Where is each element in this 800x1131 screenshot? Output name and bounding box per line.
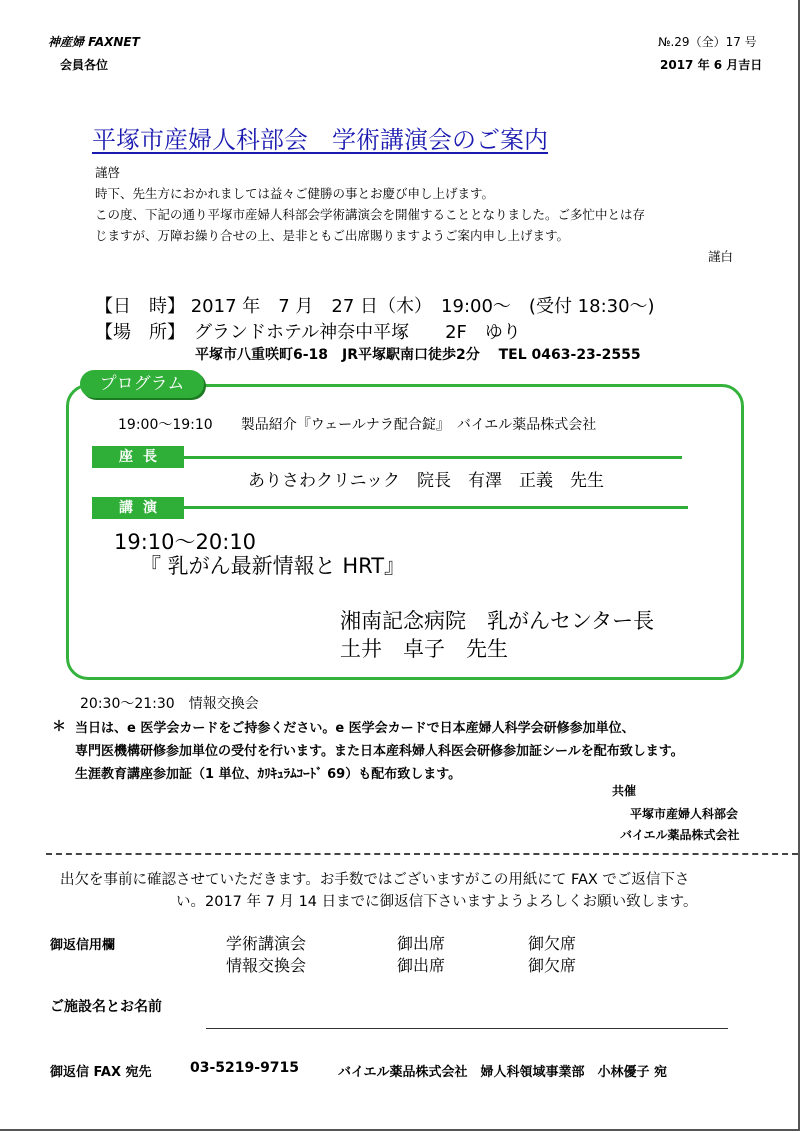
- note-line-1: 当日は、e 医学会カードをご持参ください。e 医学会カードで日本産婦人科学会研修参加単位、: [75, 721, 635, 736]
- sponsor-org-2: バイエル薬品株式会社: [620, 828, 740, 842]
- reply-row2-absent[interactable]: 御欠席: [528, 956, 577, 975]
- note-mark: ＊: [52, 719, 66, 735]
- speaker-name: 土井 卓子 先生: [340, 637, 508, 661]
- dashed-separator: [46, 853, 798, 855]
- chair-rule: [184, 456, 682, 459]
- reply-row2-event: 情報交換会: [226, 956, 307, 975]
- chair-label: 座長: [92, 446, 184, 468]
- reply-row1-attend[interactable]: 御出席: [397, 934, 446, 953]
- product-intro: 19:00～19:10 製品紹介『ウェールナラ配合錠』 バイエル薬品株式会社: [118, 417, 597, 433]
- note-line-2: 専門医機構研修参加単位の受付を行います。また日本産科婦人科医会研修参加証シールを配布致します。: [75, 744, 684, 759]
- header-faxnet: 神産婦 FAXNET: [48, 35, 140, 49]
- reply-request-1: 出欠を事前に確認させていただきます。お手数ではございますがこの用紙にて FAX でご返信下さ: [60, 872, 690, 888]
- header-issue-number: №.29（全）17 号: [658, 35, 757, 49]
- reply-row1-absent[interactable]: 御欠席: [528, 934, 577, 953]
- facility-name-label: ご施設名とお名前: [50, 999, 162, 1015]
- letter-line-1: 時下、先生方におかれましては益々ご健勝の事とお慶び申し上げます。: [95, 186, 495, 201]
- facility-name-field[interactable]: [206, 1028, 728, 1029]
- letter-line-2: この度、下記の通り平塚市産婦人科部会学術講演会を開催することとなりました。ご多忙中とは存: [95, 207, 646, 222]
- fax-label: 御返信 FAX 宛先: [50, 1065, 152, 1080]
- program-tab: プログラム: [80, 370, 204, 398]
- chair-text: ありさわクリニック 院長 有澤 正義 先生: [248, 471, 604, 491]
- fax-recipient: バイエル薬品株式会社 婦人科領域事業部 小林優子 宛: [338, 1065, 668, 1080]
- header-date: 2017 年 6 月吉日: [660, 58, 763, 72]
- header-recipients: 会員各位: [60, 58, 109, 72]
- lecture-title: 『 乳がん最新情報と HRT』: [140, 554, 406, 578]
- page-title: 平塚市産婦人科部会 学術講演会のご案内: [92, 126, 548, 154]
- sponsor-label: 共催: [612, 784, 637, 798]
- event-address: 平塚市八重咲町6-18 JR平塚駅南口徒歩2分 TEL 0463-23-2555: [195, 347, 641, 363]
- exchange-session: 20:30～21:30 情報交換会: [80, 696, 259, 712]
- letter-line-3: じますが、万障お繰り合せの上、是非ともご出席賜りますようご案内申し上げます。: [95, 228, 570, 243]
- lecture-rule: [184, 506, 688, 509]
- reply-row2-attend[interactable]: 御出席: [397, 956, 446, 975]
- note-line-3: 生涯教育講座参加証（1 単位、ｶﾘｷｭﾗﾑｺｰﾄﾞ 69）も配布致します。: [75, 767, 462, 782]
- reply-column-label: 御返信用欄: [50, 938, 116, 953]
- speaker-affiliation: 湘南記念病院 乳がんセンター長: [340, 609, 655, 633]
- event-place: 【場 所】 グランドホテル神奈中平塚 2F ゆり: [95, 322, 521, 343]
- lecture-time: 19:10～20:10: [114, 530, 257, 554]
- letter-opening: 謹啓: [95, 165, 121, 180]
- fax-number: 03-5219-9715: [190, 1060, 300, 1076]
- reply-request-2: い。2017 年 7 月 14 日までに御返信下さいますようよろしくお願い致します。: [176, 894, 698, 910]
- lecture-label: 講演: [92, 497, 184, 519]
- reply-row1-event: 学術講演会: [226, 934, 307, 953]
- event-datetime: 【日 時】 2017 年 7 月 27 日（木） 19:00～ (受付 18:30～): [95, 296, 655, 317]
- letter-closing: 謹白: [708, 249, 734, 264]
- sponsor-org-1: 平塚市産婦人科部会: [630, 807, 739, 821]
